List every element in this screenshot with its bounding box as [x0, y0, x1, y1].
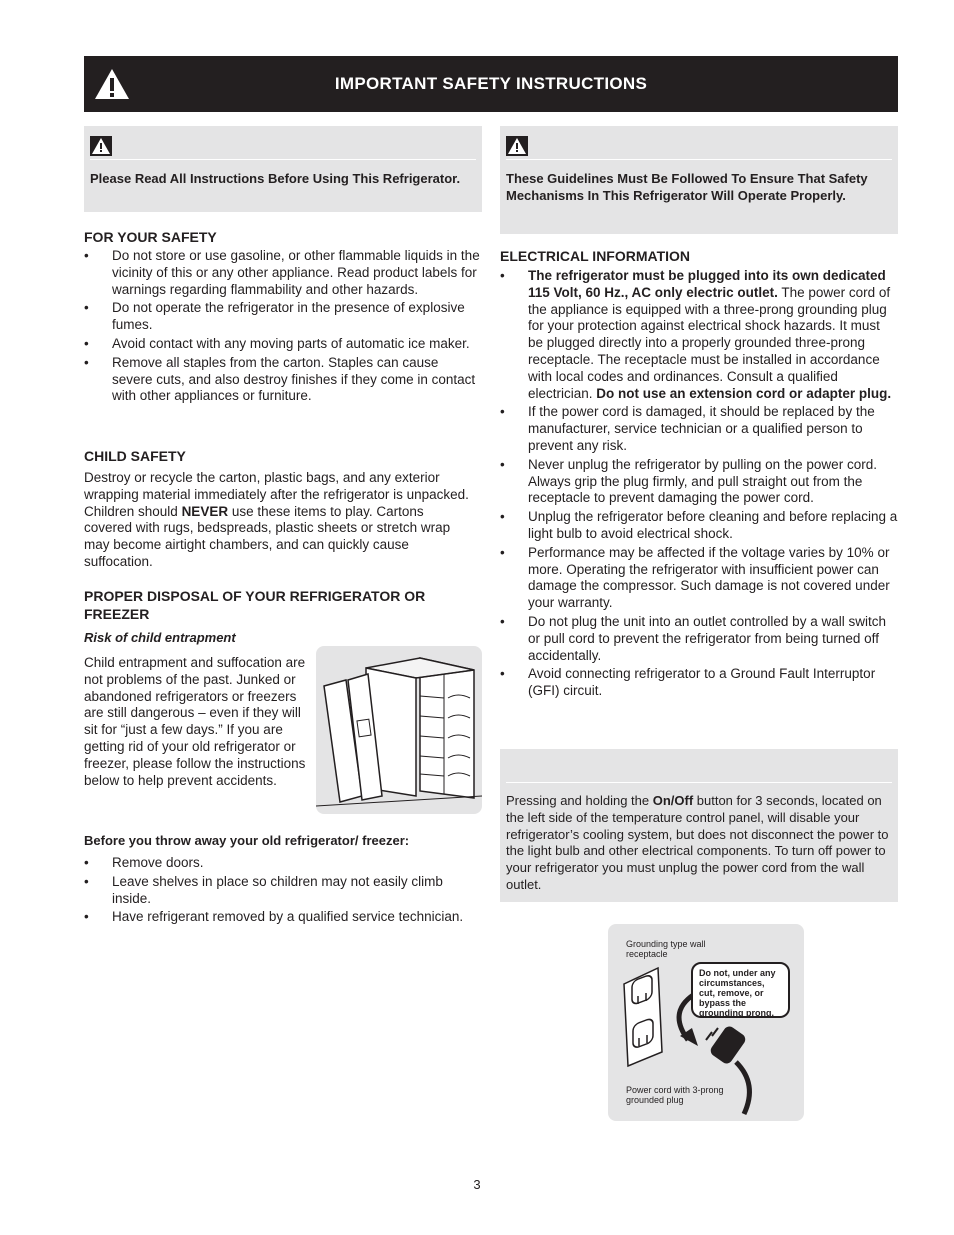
- warning-icon: [506, 136, 528, 156]
- list-item: • Never unplug the refrigerator by pulling on the power cord. Always grip the plug firmly, and pull straight out from the receptacle to prevent damaging the power cord.: [500, 456, 877, 506]
- divider: [506, 782, 892, 783]
- guidelines-text: These Guidelines Must Be Followed To Ensure That Safety Mechanisms In This Refrigerator Will Operate Properly.: [506, 171, 868, 203]
- divider: [506, 159, 892, 160]
- refrigerator-illustration: [316, 646, 482, 814]
- grounding-plug-illustration: [608, 924, 804, 1121]
- before-throwaway-heading: Before you throw away your old refrigerator/ freezer:: [84, 833, 410, 848]
- electrical-list: [500, 268, 898, 702]
- entrapment-text: Child entrapment and suffocation are not problems of the past. Junked or abandoned refrigerators or freezers are still dangerous – even if they will sit for “just a few days.” If you are getting rid of your old refrigerator or freezer, please follow the instructions below to help prevent accidents.: [84, 655, 306, 788]
- list-item: • Do not plug the unit into an outlet controlled by a wall switch or pull cord to prevent the refrigerator from being turned off accidentally.: [500, 613, 886, 663]
- list-item: • Do not store or use gasoline, or other flammable liquids in the vicinity of this or any other appliance. Read product labels for warnings regarding flammability and other hazards.: [84, 248, 480, 297]
- safety-list: [84, 248, 482, 407]
- divider: [90, 159, 476, 160]
- electrical-info-heading: ELECTRICAL INFORMATION: [500, 248, 691, 264]
- header-bar: [84, 56, 898, 112]
- list-item: • Avoid connecting refrigerator to a Ground Fault Interruptor (GFI) circuit.: [500, 666, 876, 699]
- child-safety-heading: CHILD SAFETY: [84, 448, 186, 464]
- page-number: 3: [473, 1177, 481, 1192]
- read-instructions-box: [84, 126, 482, 212]
- list-item: • The refrigerator must be plugged into its own dedicated 115 Volt, 60 Hz., AC only electric outlet. The power cord of the appliance is equipped with a three-prong grounding plug for your protection against electrical shock hazards. It must be plugged directly into a properly grounded three-prong receptacle. The receptacle must be installed in accordance with local codes and ordinances. Consult a qualified electrician. Do not use an extension cord or adapter plug.: [500, 268, 892, 401]
- onoff-info-box: [500, 749, 898, 902]
- list-item: • Have refrigerant removed by a qualified service technician.: [84, 909, 464, 925]
- disposal-heading: PROPER DISPOSAL OF YOUR REFRIGERATOR OR FREEZER: [84, 588, 426, 622]
- list-item: • Leave shelves in place so children may not easily climb inside.: [84, 873, 443, 906]
- open-refrigerator-icon: [316, 646, 482, 814]
- receptacle-label: Grounding type wall receptacle: [626, 939, 706, 959]
- list-item: • Remove doors.: [84, 855, 204, 870]
- list-item: • Remove all staples from the carton. Staples can cause severe cuts, and also destroy finishes if they come in contact with other appliances or furniture.: [84, 354, 476, 404]
- entrapment-heading: Risk of child entrapment: [84, 630, 236, 645]
- page-title: IMPORTANT SAFETY INSTRUCTIONS: [334, 74, 648, 93]
- grounding-warning-callout: Do not, under any circumstances, cut, remove, or bypass the grounding prong.: [691, 962, 790, 1018]
- disposal-list: [84, 855, 474, 928]
- read-instructions-text: Please Read All Instructions Before Using This Refrigerator.: [90, 171, 461, 186]
- list-item: • Do not operate the refrigerator in the presence of explosive fumes.: [84, 300, 465, 333]
- onoff-text: Pressing and holding the On/Off button for 3 seconds, located on the left side of the temperature control panel, will disable your refrigerator’s cooling system, but does not disconnect the power to the light bulb and other electrical components. To turn off power to your refrigerator you must unplug the power cord from the wall outlet.: [506, 793, 889, 892]
- list-item: • Performance may be affected if the voltage varies by 10% or more. Operating the refrigerator with insufficient power can damage the compressor. Such damage is not covered under your warranty.: [500, 544, 890, 611]
- warning-icon: [90, 136, 112, 156]
- child-safety-text: Destroy or recycle the carton, plastic bags, and any exterior wrapping material immediately after the refrigerator is unpacked. Children should NEVER use these items to play. Cartons covered with rugs, bedspreads, plastic sheets or stretch wrap may become airtight chambers, and can quickly cause suffocation.: [84, 470, 469, 569]
- for-your-safety-heading: FOR YOUR SAFETY: [84, 229, 217, 245]
- cord-label: Power cord with 3-prong grounded plug: [626, 1085, 724, 1105]
- guidelines-box: [500, 126, 898, 234]
- list-item: • Unplug the refrigerator before cleaning and before replacing a light bulb to avoid electrical shock.: [500, 509, 898, 541]
- list-item: • If the power cord is damaged, it should be replaced by the manufacturer, service technician or a qualified person to prevent any risk.: [500, 404, 875, 453]
- list-item: • Avoid contact with any moving parts of automatic ice maker.: [84, 335, 470, 351]
